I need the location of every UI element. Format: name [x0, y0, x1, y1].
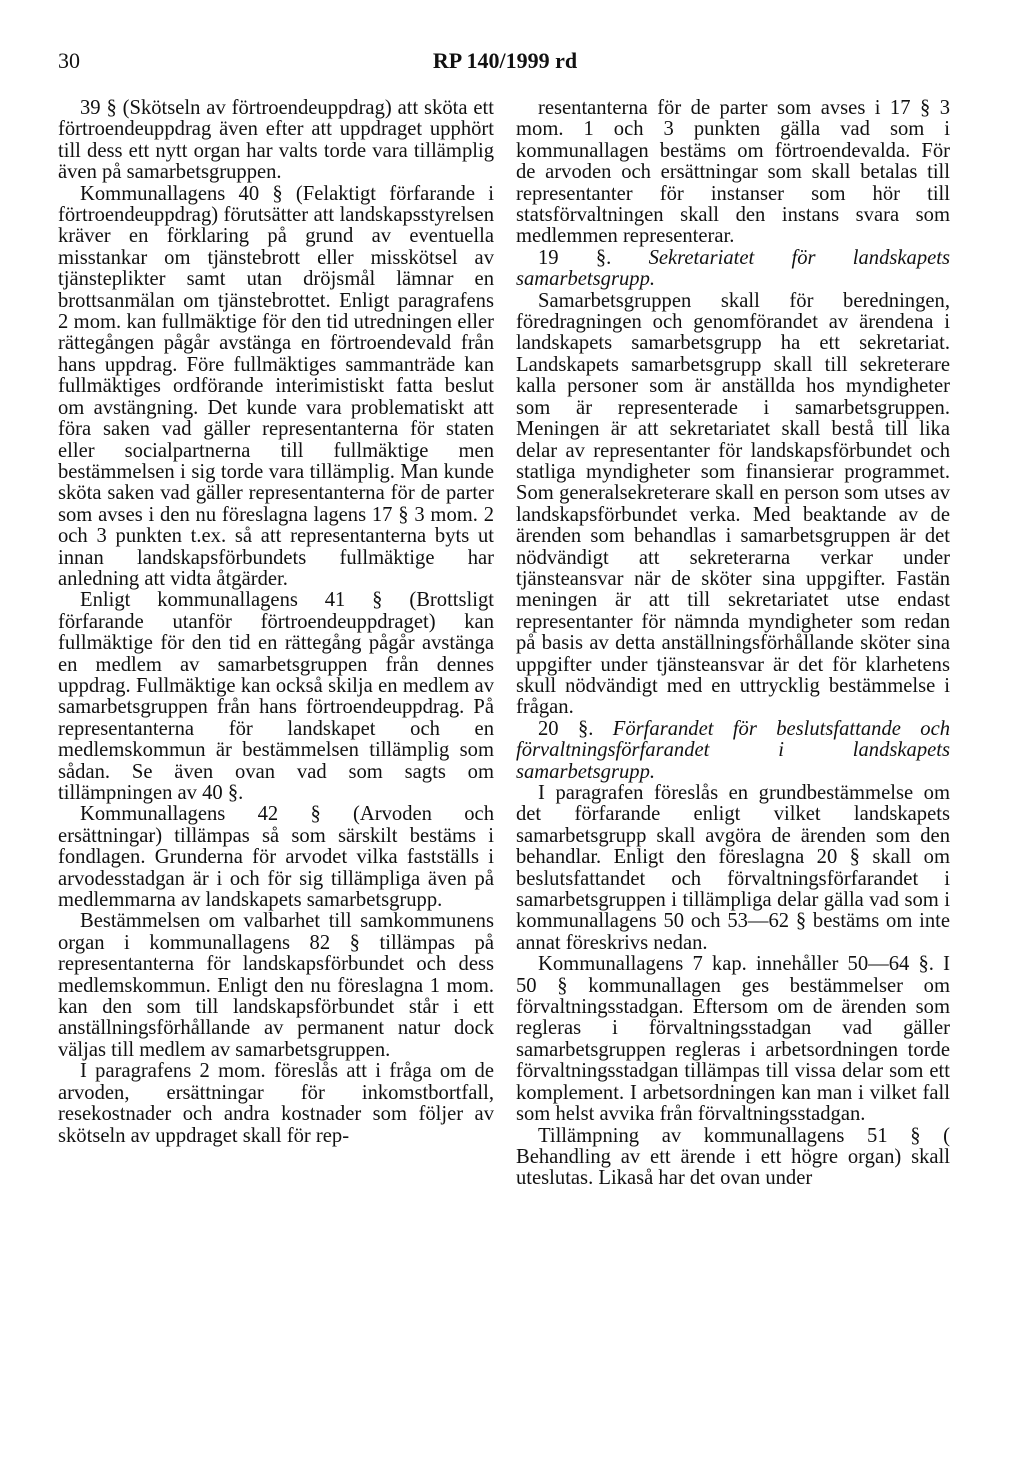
section-title: Förfarandet för beslutsfattande och förvaltningsförfarandet i landskapets samarbetsgrupp.	[516, 717, 951, 783]
paragraph: Kommunallagens 7 kap. innehåller 50—64 §. I 50 § kommunallagen ges bestämmelser om förvaltningsstadgan. Eftersom om de ärenden som regleras i förvaltningsstadgan vad gäller samarbetsgruppen regleras i arbetsordningen torde förvaltningsstadgan tillämpas till vissa delar som ett komplement. I arbetsordningen kan man i vilket fall som helst avvika från förvaltningsstadgan.	[516, 953, 950, 1126]
page-number: 30	[58, 48, 80, 73]
section-heading-20	[516, 719, 950, 783]
paragraph: Enligt kommunallagens 41 § (Brottsligt förfarande utanför förtroendeuppdraget) kan fullmäktige för den tid en rättegång pågår avstänga en medlem av samarbetsgruppen från dennes uppdrag. Fullmäktige kan också skilja en medlem av samarbetsgruppen från hans förtroendeuppdrag. På representanterna för landskapet och en medlemskommun är bestämmelsen tillämplig som sådan. Se även ovan vad som sagts om tillämpningen av 40 §.	[58, 589, 494, 804]
paragraph: 39 § (Skötseln av förtroendeuppdrag) att sköta ett förtroendeuppdrag även efter att uppdraget upphört till dess ett nytt organ har valts torde vara tillämplig även på samarbetsgruppen.	[58, 97, 494, 184]
paragraph: Bestämmelsen om valbarhet till samkommunens organ i kommunallagens 82 § tillämpas på representanterna för landskapsförbundet och dess medlemskommun. Enligt den nu föreslagna 1 mom. kan den som till landskapsförbundet står i ett anställningsförhållande av permanent natur dock väljas till medlem av samarbetsgruppen.	[58, 910, 494, 1061]
page-header	[58, 48, 952, 78]
left-column	[58, 98, 494, 1147]
right-column	[516, 98, 950, 1190]
paragraph: Tillämpning av kommunallagens 51 § ( Behandling av ett ärende i ett högre organ) skall uteslutas. Likaså har det ovan under	[516, 1124, 950, 1190]
paragraph: Kommunallagens 40 § (Felaktigt förfarande i förtroendeuppdrag) förutsätter att landskapsstyrelsen kräver en förklaring på grund av eventuella misstankar om tjänstebrott eller misskötsel av tjänsteplikter samt utan dröjsmål lämnar en brottsanmälan om tjänstebrottet. Enligt paragrafens 2 mom. kan fullmäktige för den tid utredningen eller rättegången pågår avstänga en förtroendevald från hans uppdrag. Före fullmäktiges sammanträde kan fullmäktiges ordförande interimistiskt fatta beslut om avstängning. Det kunde vara problematiskt att föra saken vad gäller representanterna för staten eller socialpartnerna till fullmäktige men bestämmelsen i sig torde vara tillämplig. Man kunde sköta saken vad gäller representanterna för de parter som avses i den nu föreslagna lagens 17 § 3 mom. 2 och 3 punkten t.ex. så att representanterna byts ut innan landskapsförbundets fullmäktige har anledning att vidta åtgärder.	[58, 182, 494, 590]
section-number: 20 §.	[538, 717, 594, 740]
paragraph: Kommunallagens 42 § (Arvoden och ersättningar) tillämpas så som särskilt bestäms i fondlagen. Grunderna för arvodet vilka fastställs i arvodesstadgan är i och för sig tillämpliga även på medlemmarna av landskapets samarbetsgrupp.	[58, 803, 494, 912]
document-reference: RP 140/1999 rd	[432, 48, 578, 73]
section-heading-19	[516, 248, 950, 291]
paragraph: I paragrafens 2 mom. föreslås att i fråga om de arvoden, ersättningar för inkomstbortfall, resekostnader och andra kostnader som följer av skötseln av uppdraget skall för rep-	[58, 1060, 494, 1147]
section-title: Sekretariatet för landskapets samarbetsgrupp.	[516, 246, 951, 291]
paragraph: Samarbetsgruppen skall för beredningen, föredragningen och genomförandet av ärendena i landskapets samarbetsgrupp ha ett sekretariat. Landskapets samarbetsgrupp skall till sekreterare kalla personer som är anställda hos myndigheter som är representerade i samarbetsgruppen. Meningen är att sekretariatet skall bestå till lika delar av representanter för landskapsförbundet och statliga myndigheter som finansierar programmet. Som generalsekreterare skall en person som utses av landskapsförbundet verka. Med beaktande av de ärenden som behandlas i samarbetsgruppen är det nödvändigt att sekreterarna verkar under tjänsteansvar när de sköter sina uppgifter. Fastän meningen är att till sekretariatet utse endast representanter för nämnda myndigheter som redan på basis av detta anställningsförhållande sköter sina uppgifter under tjänsteansvar är det för klarhetens skull nödvändigt med en uttrycklig bestämmelse i frågan.	[516, 289, 950, 719]
paragraph: resentanterna för de parter som avses i 17 § 3 mom. 1 och 3 punkten gälla vad som i kommunallagen bestäms om förtroendevalda. För de arvoden och ersättningar som skall betalas till representanter för instanser som hör till statsförvaltningen skall den instans svara som medlemmen representerar.	[516, 97, 950, 248]
paragraph: I paragrafen föreslås en grundbestämmelse om det förfarande enligt vilket landskapets samarbetsgrupp skall avgöra de ärenden som den behandlar. Enligt den föreslagna 20 § skall om beslutsfattandet och förvaltningsförfarandet i samarbetsgruppen i tillämpliga delar gälla vad som i kommunallagens 50 och 53—62 § bestäms om inte annat föreskrivs nedan.	[516, 782, 950, 954]
section-number: 19 §.	[538, 246, 612, 269]
